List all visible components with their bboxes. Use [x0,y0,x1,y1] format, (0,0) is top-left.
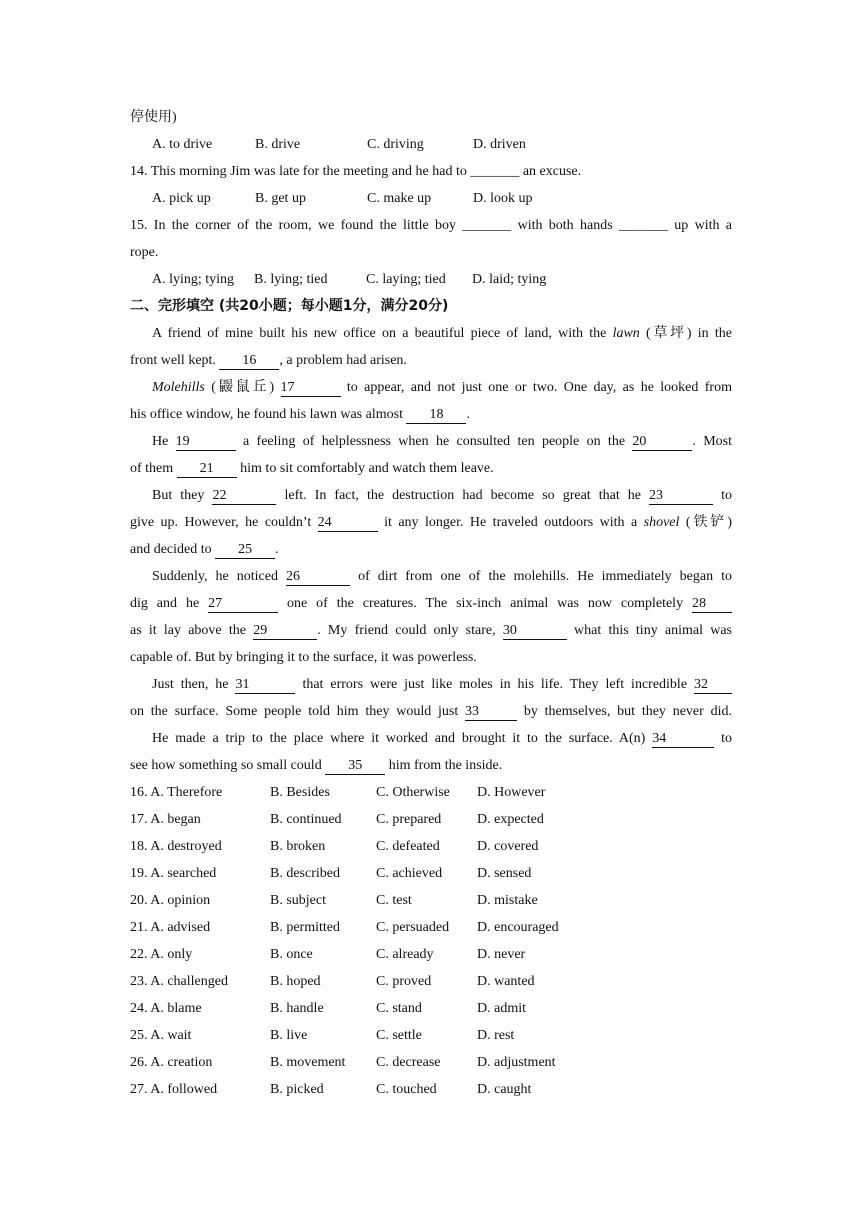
passage-line: dig and he 27 one of the creatures. The six-inch animal was now completely 28 [130,590,732,617]
passage-line: capable of. But by bringing it to the surface, it was powerless. [130,650,477,665]
passage-line: Just then, he 31 that errors were just like moles in his life. They left incredible 32 [130,671,732,698]
question-15-line-1: 15. In the corner of the room, we found the little boy _______ with both hands _______ up with a [130,218,732,233]
option-d: D. driven [473,137,526,152]
blank-16: 16 [219,353,279,370]
option-c: C. driving [367,137,424,152]
choice-row-23: 23. A. challenged B. hoped C. proved D. wanted [130,974,535,989]
blank-33: 33 [465,704,517,721]
blank-32: 32 [694,677,732,694]
passage-line: of them 21 him to sit comfortably and watch them leave. [130,461,494,476]
passage-line: Suddenly, he noticed 26 of dirt from one of the molehills. He immediately began to [152,569,733,584]
blank-29: 29 [253,623,317,640]
section-heading: 二、完形填空 (共20小题；每小题1分，满分20分) [130,298,449,314]
question-13-options [130,131,732,158]
passage-line: But they 22 left. In fact, the destruction had become so great that he 23 to [152,488,732,503]
passage-line: and decided to 25 . [130,542,279,557]
blank-31: 31 [235,677,295,694]
option-d: D. laid; tying [472,272,547,287]
passage-line: as it lay above the 29 . My friend could only stare, 30 what this tiny animal was [130,623,733,638]
passage-line: see how something so small could 35 him from the inside. [130,758,503,773]
passage-line: A friend of mine built his new office on a beautiful piece of land, with the lawn (草坪) in the [152,326,732,341]
passage-line: He 19 a feeling of helplessness when he consulted ten people on the 20 . Most [152,434,732,449]
passage-line: his office window, he found his lawn was almost 18 . [130,407,470,422]
choice-row-25: 25. A. wait B. live C. settle D. rest [130,1028,515,1043]
choice-row-22: 22. A. only B. once C. already D. never [130,947,526,962]
choice-row-18: 18. A. destroyed B. broken C. defeated D. covered [130,839,539,854]
question-13-fragment: 停使用) [130,110,177,125]
blank-24: 24 [318,515,378,532]
choice-row-17: 17. A. began B. continued C. prepared D. expected [130,812,544,827]
option-b: B. get up [255,191,306,206]
option-c: C. laying; tied [366,272,446,287]
choice-row-16: 16. A. Therefore B. Besides C. Otherwise D. However [130,785,546,800]
blank-20: 20 [632,434,692,451]
passage-line: give up. However, he couldn’t 24 it any longer. He traveled outdoors with a shovel (铁铲) [130,515,732,530]
blank-30: 30 [503,623,567,640]
blank-27: 27 [208,596,278,613]
blank-26: 26 [286,569,350,586]
blank-18: 18 [406,407,466,424]
question-15-line-2: rope. [130,245,159,260]
blank-19: 19 [176,434,236,451]
option-b: B. drive [255,137,301,152]
option-a: A. pick up [152,191,211,206]
option-b: B. lying; tied [254,272,328,287]
blank-17: 17 [281,380,341,397]
question-14-options [130,185,732,212]
choice-row-26: 26. A. creation B. movement C. decrease D. adjustment [130,1055,556,1070]
choice-row-21: 21. A. advised B. permitted C. persuaded D. encouraged [130,920,559,935]
exam-page [130,104,732,1103]
passage-line: front well kept. 16 , a problem had arisen. [130,353,407,368]
blank-34: 34 [652,731,714,748]
option-c: C. make up [367,191,432,206]
passage-line: on the surface. Some people told him they would just 33 by themselves, but they never did. [130,704,732,719]
blank-28: 28 [692,596,732,613]
choice-row-20: 20. A. opinion B. subject C. test D. mistake [130,893,538,908]
choice-row-24: 24. A. blame B. handle C. stand D. admit [130,1001,526,1016]
blank-22: 22 [212,488,276,505]
choice-row-19: 19. A. searched B. described C. achieved D. sensed [130,866,532,881]
option-d: D. look up [473,191,533,206]
choice-row-27: 27. A. followed B. picked C. touched D. caught [130,1082,532,1097]
passage-line: Molehills (鼹鼠丘) 17 to appear, and not just one or two. One day, as he looked from [152,380,732,395]
blank-23: 23 [649,488,713,505]
blank-35: 35 [325,758,385,775]
option-a: A. lying; tying [152,272,235,287]
passage-line: He made a trip to the place where it worked and brought it to the surface. A(n) 34 to [152,731,733,746]
question-15-options [130,266,732,293]
option-a: A. to drive [152,137,213,152]
blank-21: 21 [177,461,237,478]
question-14: 14. This morning Jim was late for the meeting and he had to _______ an excuse. [130,164,582,179]
blank-25: 25 [215,542,275,559]
